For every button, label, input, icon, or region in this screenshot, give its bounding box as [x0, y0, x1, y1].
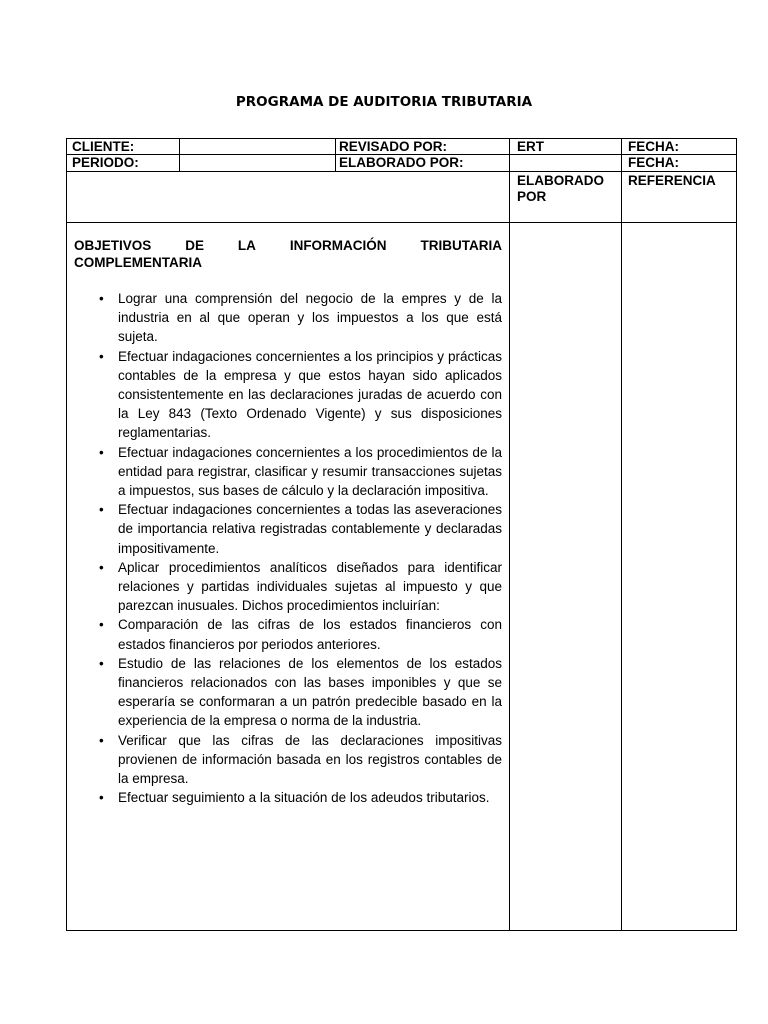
list-item-text: Verificar que las cifras de las declaraciones impositivas provienen de información basada en los registros contables de la empresa.: [118, 732, 502, 787]
table-border-right: [736, 138, 737, 931]
bullet-icon: •: [99, 559, 104, 575]
fecha-label-1: FECHA:: [628, 139, 679, 154]
audit-program-table: [66, 138, 737, 931]
list-item: [96, 443, 502, 501]
revisado-por-label: REVISADO POR:: [339, 139, 448, 154]
list-item-text: Efectuar indagaciones concernientes a los principios y prácticas contables de la empresa y que estos hayan sido aplicados consistentemente en las declaraciones juradas de acuerdo con la Ley 843 (Texto Ordenado Vigente) y sus disposiciones reglamentarias.: [118, 348, 502, 441]
document-title: PROGRAMA DE AUDITORIA TRIBUTARIA: [235, 94, 533, 110]
col-divider-referencia: [621, 138, 622, 931]
table-border-bottom: [66, 930, 737, 931]
objectives-section: [74, 237, 502, 807]
row-divider-header: [66, 222, 737, 223]
fecha-label-2: FECHA:: [628, 155, 679, 170]
objectives-heading-line1: [74, 237, 502, 254]
objectives-heading-line2: COMPLEMENTARIA: [74, 255, 202, 270]
list-item-text: Aplicar procedimientos analíticos diseñados para identificar relaciones y partidas individuales sujetas al impuesto y que parezcan inusuales. Dichos procedimientos incluirían:: [118, 559, 502, 614]
revisado-value: ERT: [517, 139, 544, 154]
cliente-label: CLIENTE:: [72, 139, 135, 154]
list-item: [96, 347, 502, 443]
bullet-icon: •: [99, 790, 104, 806]
bullet-icon: •: [99, 348, 104, 364]
list-item-text: Efectuar indagaciones concernientes a los procedimientos de la entidad para registrar, clasificar y resumir transacciones sujetas a impuestos, sus bases de cálculo y la declaración impositiva.: [118, 444, 502, 499]
list-item: [96, 731, 502, 789]
list-item: [96, 500, 502, 558]
list-item: [96, 558, 502, 616]
list-item-text: Lograr una comprensión del negocio de la empres y de la industria en al que operan y los impuestos a los que está sujeta.: [118, 291, 502, 345]
referencia-col-heading: REFERENCIA: [628, 173, 716, 188]
col-divider-revisado: [335, 138, 336, 172]
col-divider-cliente-value: [179, 138, 180, 172]
list-item-text: Efectuar indagaciones concernientes a todas las aseveraciones de importancia relativa registradas contablemente y declaradas impositivamente.: [118, 502, 502, 556]
elaborado-por-col-heading: ELABORADO POR: [517, 173, 604, 204]
heading-word: DE: [185, 238, 204, 253]
bullet-icon: •: [99, 617, 104, 633]
list-item-text: Comparación de las cifras de los estados financieros con estados financieros por periodos anteriores.: [118, 617, 502, 652]
list-item-text: Efectuar seguimiento a la situación de los adeudos tributarios.: [118, 790, 490, 806]
list-item-text: Estudio de las relaciones de los elementos de los estados financieros relacionados con las bases imponibles y que se esperaría se conformaran a un patrón predecible basado en la experiencia de la empresa o norma de la industria.: [118, 655, 502, 729]
bullet-icon: •: [99, 444, 104, 460]
bullet-icon: •: [99, 291, 104, 306]
col-divider-elaborado: [509, 138, 510, 931]
bullet-icon: •: [99, 732, 104, 748]
bullet-icon: •: [99, 655, 104, 671]
heading-word: INFORMACIÓN: [289, 238, 387, 253]
list-item: [96, 788, 502, 807]
heading-word: LA: [237, 238, 256, 253]
list-item: [96, 615, 502, 653]
objectives-list: [74, 289, 502, 807]
heading-word: TRIBUTARIA: [420, 238, 502, 253]
objectives-heading: [74, 237, 502, 271]
list-item: [96, 654, 502, 731]
elaborado-por-label: ELABORADO POR:: [339, 155, 464, 170]
table-border-left: [66, 138, 67, 931]
row-divider-periodo: [66, 171, 737, 172]
heading-word: OBJETIVOS: [74, 238, 152, 253]
periodo-label: PERIODO:: [72, 155, 139, 170]
bullet-icon: •: [99, 502, 104, 518]
list-item: [96, 289, 502, 347]
